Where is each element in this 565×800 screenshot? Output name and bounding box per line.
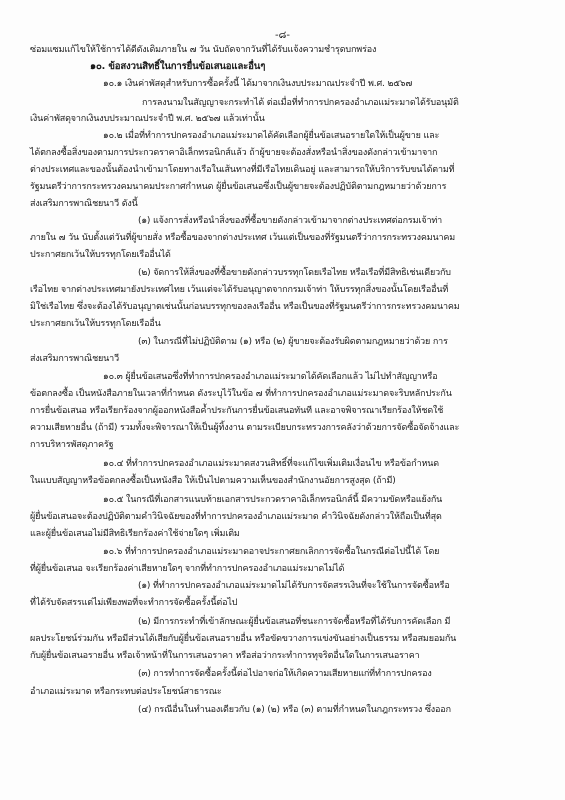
text-line: ๑๐.๕ ในกรณีที่เอกสารแนบท้ายเอกสารประกวดราคาอิเล็กทรอนิกส์นี้ มีความขัดหรือแย้งกัน: [103, 495, 443, 505]
text-line: ประกาศยกเว้นให้บรรทุกโดยเรืออื่นได้: [30, 250, 171, 260]
text-line: (๑) แจ้งการสั่งหรือนำสิ่งของที่ซื้อขายดังกล่าวเข้ามาจากต่างประเทศต่อกรมเจ้าท่า: [138, 216, 443, 226]
text-line: ส่งเสริมการพาณิชยนาวี: [30, 354, 119, 364]
text-line: (๑) ที่ทำการปกครองอำเภอแม่ระมาดไม่ได้รับการจัดสรรเงินที่จะใช้ในการจัดซื้อหรือ: [138, 581, 450, 591]
text-line: ผู้ยื่นข้อเสนอจะต้องปฏิบัติตามคำวินิจฉัยของที่ทำการปกครองอำเภอแม่ระมาด คำวินิจฉัยดังกล่าวให้ถือเป็นที่สุด: [30, 512, 442, 522]
text-line: ที่ได้รับจัดสรรแต่ไม่เพียงพอที่จะทำการจัดซื้อครั้งนี้ต่อไป: [30, 598, 238, 608]
page-number: -๘-: [275, 30, 290, 41]
text-line: ผลประโยชน์ร่วมกัน หรือมีส่วนได้เสียกับผู้ยื่นข้อเสนอรายอื่น หรือขัดขวางการแข่งขันอย่างเป็นธรรม หรือสมยอมกัน: [30, 634, 457, 644]
text-line: การลงนามในสัญญาจะกระทำได้ ต่อเมื่อที่ทำการปกครองอำเภอแม่ระมาดได้รับอนุมัติ: [142, 98, 459, 108]
text-line: ๑๐.๓ ผู้ยื่นข้อเสนอซึ่งที่ทำการปกครองอำเภอแม่ระมาดได้คัดเลือกแล้ว ไม่ไปทำสัญญาหรือ: [103, 372, 438, 382]
text-line: ๑๐.๑ เงินค่าพัสดุสำหรับการซื้อครั้งนี้ ได้มาจากเงินงบประมาณประจำปี พ.ศ. ๒๕๖๗: [103, 79, 413, 89]
text-line: ประกาศยกเว้นให้บรรทุกโดยเรืออื่น: [30, 319, 161, 329]
text-line: มิใช่เรือไทย ซึ่งจะต้องได้รับอนุญาตเช่นนั้นก่อนบรรทุกของลงเรืออื่น หรือเป็นของที่รัฐมนตรีว่าการกระทรวงคมนาคม: [30, 302, 460, 312]
text-line: รัฐมนตรีว่าการกระทรวงคมนาคมประกาศกำหนด ผู้ยื่นข้อเสนอซึ่งเป็นผู้ขายจะต้องปฏิบัติตามกฎหมายว่าด้วยการ: [30, 182, 447, 192]
text-line: ส่งเสริมการพาณิชยนาวี ดังนี้: [30, 199, 138, 209]
text-line: การบริหารพัสดุภาครัฐ: [30, 440, 114, 450]
text-line: ข้อตกลงซื้อ เป็นหนังสือภายในเวลาที่กำหนด ดังระบุไว้ในข้อ ๗ ที่ทำการปกครองอำเภอแม่ระมาดจะริบหลักประกัน: [30, 389, 452, 399]
text-line: (๔) กรณีอื่นในทำนองเดียวกับ (๑) (๒) หรือ (๓) ตามที่กำหนดในกฎกระทรวง ซึ่งออก: [138, 705, 451, 715]
text-line: การยื่นข้อเสนอ หรือเรียกร้องจากผู้ออกหนังสือค้ำประกันการยื่นข้อเสนอทันที และอาจพิจารณาเรียกร้องให้ชดใช้: [30, 406, 444, 416]
text-line: ซ่อมแซมแก้ไขให้ใช้การได้ดีดังเดิมภายใน ๗ วัน นับถัดจากวันที่ได้รับแจ้งความชำรุดบกพร่อง: [30, 45, 377, 55]
text-line: และผู้ยื่นข้อเสนอไม่มีสิทธิเรียกร้องค่าใช้จ่ายใดๆ เพิ่มเติม: [30, 529, 240, 539]
text-line: (๓) ในกรณีที่ไม่ปฏิบัติตาม (๑) หรือ (๒) ผู้ขายจะต้องรับผิดตามกฎหมายว่าด้วย การ: [138, 337, 448, 347]
text-line: กับผู้ยื่นข้อเสนอรายอื่น หรือเจ้าหน้าที่ในการเสนอราคา หรือส่อว่ากระทำการทุจริตอื่นใดในการเสนอราคา: [30, 651, 420, 661]
text-line: ในแบบสัญญาหรือข้อตกลงซื้อเป็นหนังสือ ให้เป็นไปตามความเห็นของสำนักงานอัยการสูงสุด (ถ้ามี): [30, 476, 396, 486]
text-line: (๒) มีการกระทำที่เข้าลักษณะผู้ยื่นข้อเสนอที่ชนะการจัดซื้อหรือที่ได้รับการคัดเลือก มี: [138, 617, 451, 627]
text-line: (๒) จัดการให้สิ่งของที่ซื้อขายดังกล่าวบรรทุกโดยเรือไทย หรือเรือที่มีสิทธิเช่นเดียวกับ: [138, 268, 451, 278]
text-line: ภายใน ๗ วัน นับตั้งแต่วันที่ผู้ขายสั่ง หรือซื้อของจากต่างประเทศ เว้นแต่เป็นของที่รัฐมนตรีว่าการกระทรวงคมนาคม: [30, 233, 456, 243]
text-line: ๑๐.๒ เมื่อที่ทำการปกครองอำเภอแม่ระมาดได้คัดเลือกผู้ยื่นข้อเสนอรายใดให้เป็นผู้ขาย และ: [103, 131, 440, 141]
text-line: อำเภอแม่ระมาด หรือกระทบต่อประโยชน์สาธารณะ: [30, 687, 222, 697]
text-line: ที่ผู้ยื่นข้อเสนอ จะเรียกร้องค่าเสียหายใดๆ จากที่ทำการปกครองอำเภอแม่ระมาดไม่ได้: [30, 564, 345, 574]
text-line: ความเสียหายอื่น (ถ้ามี) รวมทั้งจะพิจารณาให้เป็นผู้ทิ้งงาน ตามระเบียบกระทรวงการคลังว่าด้วยการจัดซื้อจัดจ้างและ: [30, 423, 460, 433]
text-line: ๑๐.๖ ที่ทำการปกครองอำเภอแม่ระมาดอาจประกาศยกเลิกการจัดซื้อในกรณีต่อไปนี้ได้ โดย: [103, 547, 440, 557]
text-line: เงินค่าพัสดุจากเงินงบประมาณประจำปี พ.ศ. ๒๕๖๗ แล้วเท่านั้น: [30, 114, 265, 124]
section-heading: ๑๐. ข้อสงวนสิทธิ์ในการยื่นข้อเสนอและอื่นๆ: [90, 61, 266, 72]
text-line: (๓) การทำการจัดซื้อครั้งนี้ต่อไปอาจก่อให้เกิดความเสียหายแก่ที่ทำการปกครอง: [138, 669, 432, 679]
text-line: ต่างประเทศและของนั้นต้องนำเข้ามาโดยทางเรือในเส้นทางที่มีเรือไทยเดินอยู่ และสามารถให้บริการรับขนได้ตามที่: [30, 165, 455, 175]
text-line: ได้ตกลงซื้อสิ่งของตามการประกวดราคาอิเล็กทรอนิกส์แล้ว ถ้าผู้ขายจะต้องสั่งหรือนำสิ่งของดังกล่าวเข้ามาจาก: [30, 148, 438, 158]
text-line: ๑๐.๔ ที่ทำการปกครองอำเภอแม่ระมาดสงวนสิทธิ์ที่จะแก้ไขเพิ่มเติมเงื่อนไข หรือข้อกำหนด: [103, 459, 439, 469]
text-line: เรือไทย จากต่างประเทศมายังประเทศไทย เว้นแต่จะได้รับอนุญาตจากกรมเจ้าท่า ให้บรรทุกสิ่งของนั้นโดยเรืออื่นที่: [30, 285, 449, 295]
